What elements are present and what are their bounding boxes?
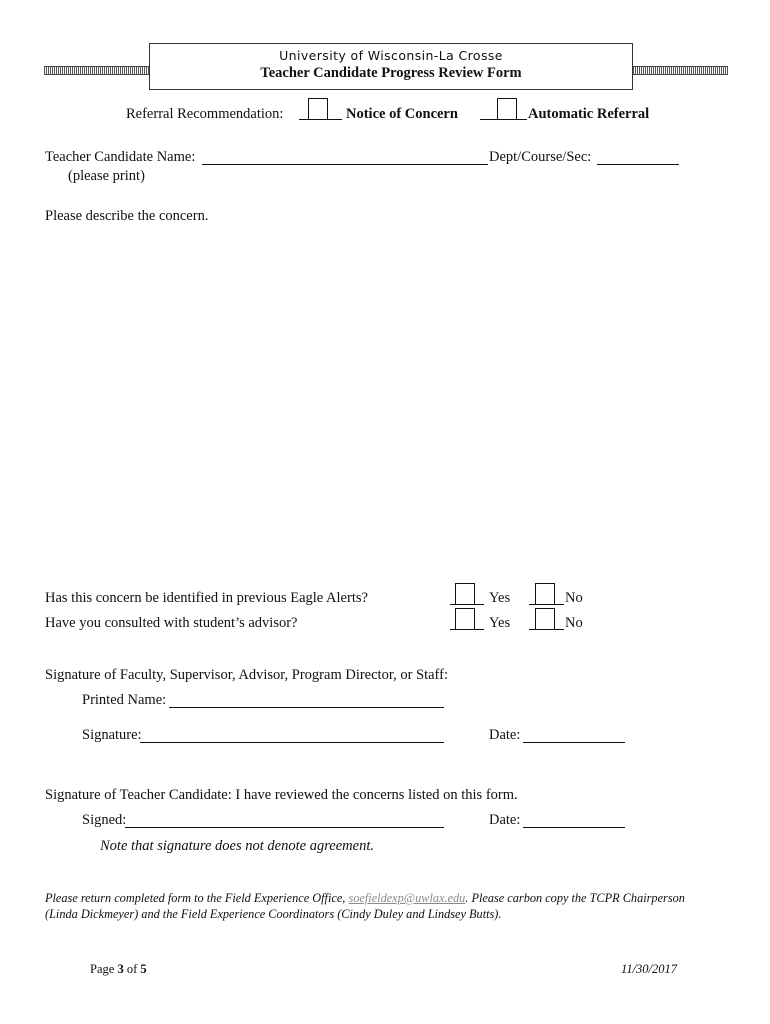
advisor-yes-checkbox[interactable] <box>450 608 484 630</box>
faculty-signature-field[interactable] <box>140 742 444 743</box>
advisor-question: Have you consulted with student’s advisor? <box>45 615 298 631</box>
return-instructions-line2: (Linda Dickmeyer) and the Field Experience Coordinators (Cindy Duley and Lindsey Butts). <box>45 907 502 921</box>
form-title: Teacher Candidate Progress Review Form <box>260 65 522 81</box>
field-office-email-link[interactable]: soefieldexp@uwlax.edu <box>348 891 466 905</box>
header-box <box>149 43 633 90</box>
faculty-date-label: Date: <box>489 727 521 743</box>
advisor-no-checkbox[interactable] <box>529 608 564 630</box>
revision-date: 11/30/2017 <box>621 962 678 976</box>
candidate-signature-heading: Signature of Teacher Candidate: I have reviewed the concerns listed on this form. <box>45 787 518 803</box>
printed-name-label: Printed Name: <box>82 692 167 708</box>
advisor-yes-label: Yes <box>489 615 511 631</box>
concern-prompt: Please describe the concern. <box>45 208 209 224</box>
eagle-alerts-yes-label: Yes <box>489 590 511 606</box>
eagle-alerts-no-label: No <box>565 590 583 606</box>
faculty-signature-label: Signature: <box>82 727 142 743</box>
printed-name-field[interactable] <box>169 707 444 708</box>
eagle-alerts-yes-checkbox[interactable] <box>450 583 484 605</box>
dept-course-field[interactable] <box>597 164 679 165</box>
concern-description-area[interactable] <box>45 232 725 572</box>
signed-label: Signed: <box>82 812 127 828</box>
notice-of-concern-checkbox[interactable] <box>299 98 342 120</box>
advisor-no-label: No <box>565 615 583 631</box>
header-rule-left <box>44 66 150 75</box>
eagle-alerts-no-checkbox[interactable] <box>529 583 564 605</box>
header-rule-right <box>633 66 728 75</box>
candidate-signed-field[interactable] <box>125 827 444 828</box>
page-number: Page 3 of 5 <box>90 962 147 976</box>
notice-of-concern-label: Notice of Concern <box>346 106 458 122</box>
return-instructions: Please return completed form to the Field Experience Office, soefieldexp@uwlax.edu. Please carbon copy the TCPR Chairperson <box>45 891 685 905</box>
candidate-name-label: Teacher Candidate Name: <box>45 149 196 165</box>
dept-course-label: Dept/Course/Sec: <box>489 149 592 165</box>
candidate-date-label: Date: <box>489 812 521 828</box>
automatic-referral-checkbox[interactable] <box>480 98 527 120</box>
university-name: University of Wisconsin-La Crosse <box>279 48 503 63</box>
candidate-name-field[interactable] <box>202 164 488 165</box>
automatic-referral-label: Automatic Referral <box>528 106 650 122</box>
referral-label: Referral Recommendation: <box>126 106 284 122</box>
eagle-alerts-question: Has this concern be identified in previous Eagle Alerts? <box>45 590 368 606</box>
signature-note: Note that signature does not denote agreement. <box>100 838 374 854</box>
faculty-date-field[interactable] <box>523 742 625 743</box>
faculty-signature-heading: Signature of Faculty, Supervisor, Advisor, Program Director, or Staff: <box>45 667 448 683</box>
please-print-note: (please print) <box>68 168 145 184</box>
candidate-date-field[interactable] <box>523 827 625 828</box>
